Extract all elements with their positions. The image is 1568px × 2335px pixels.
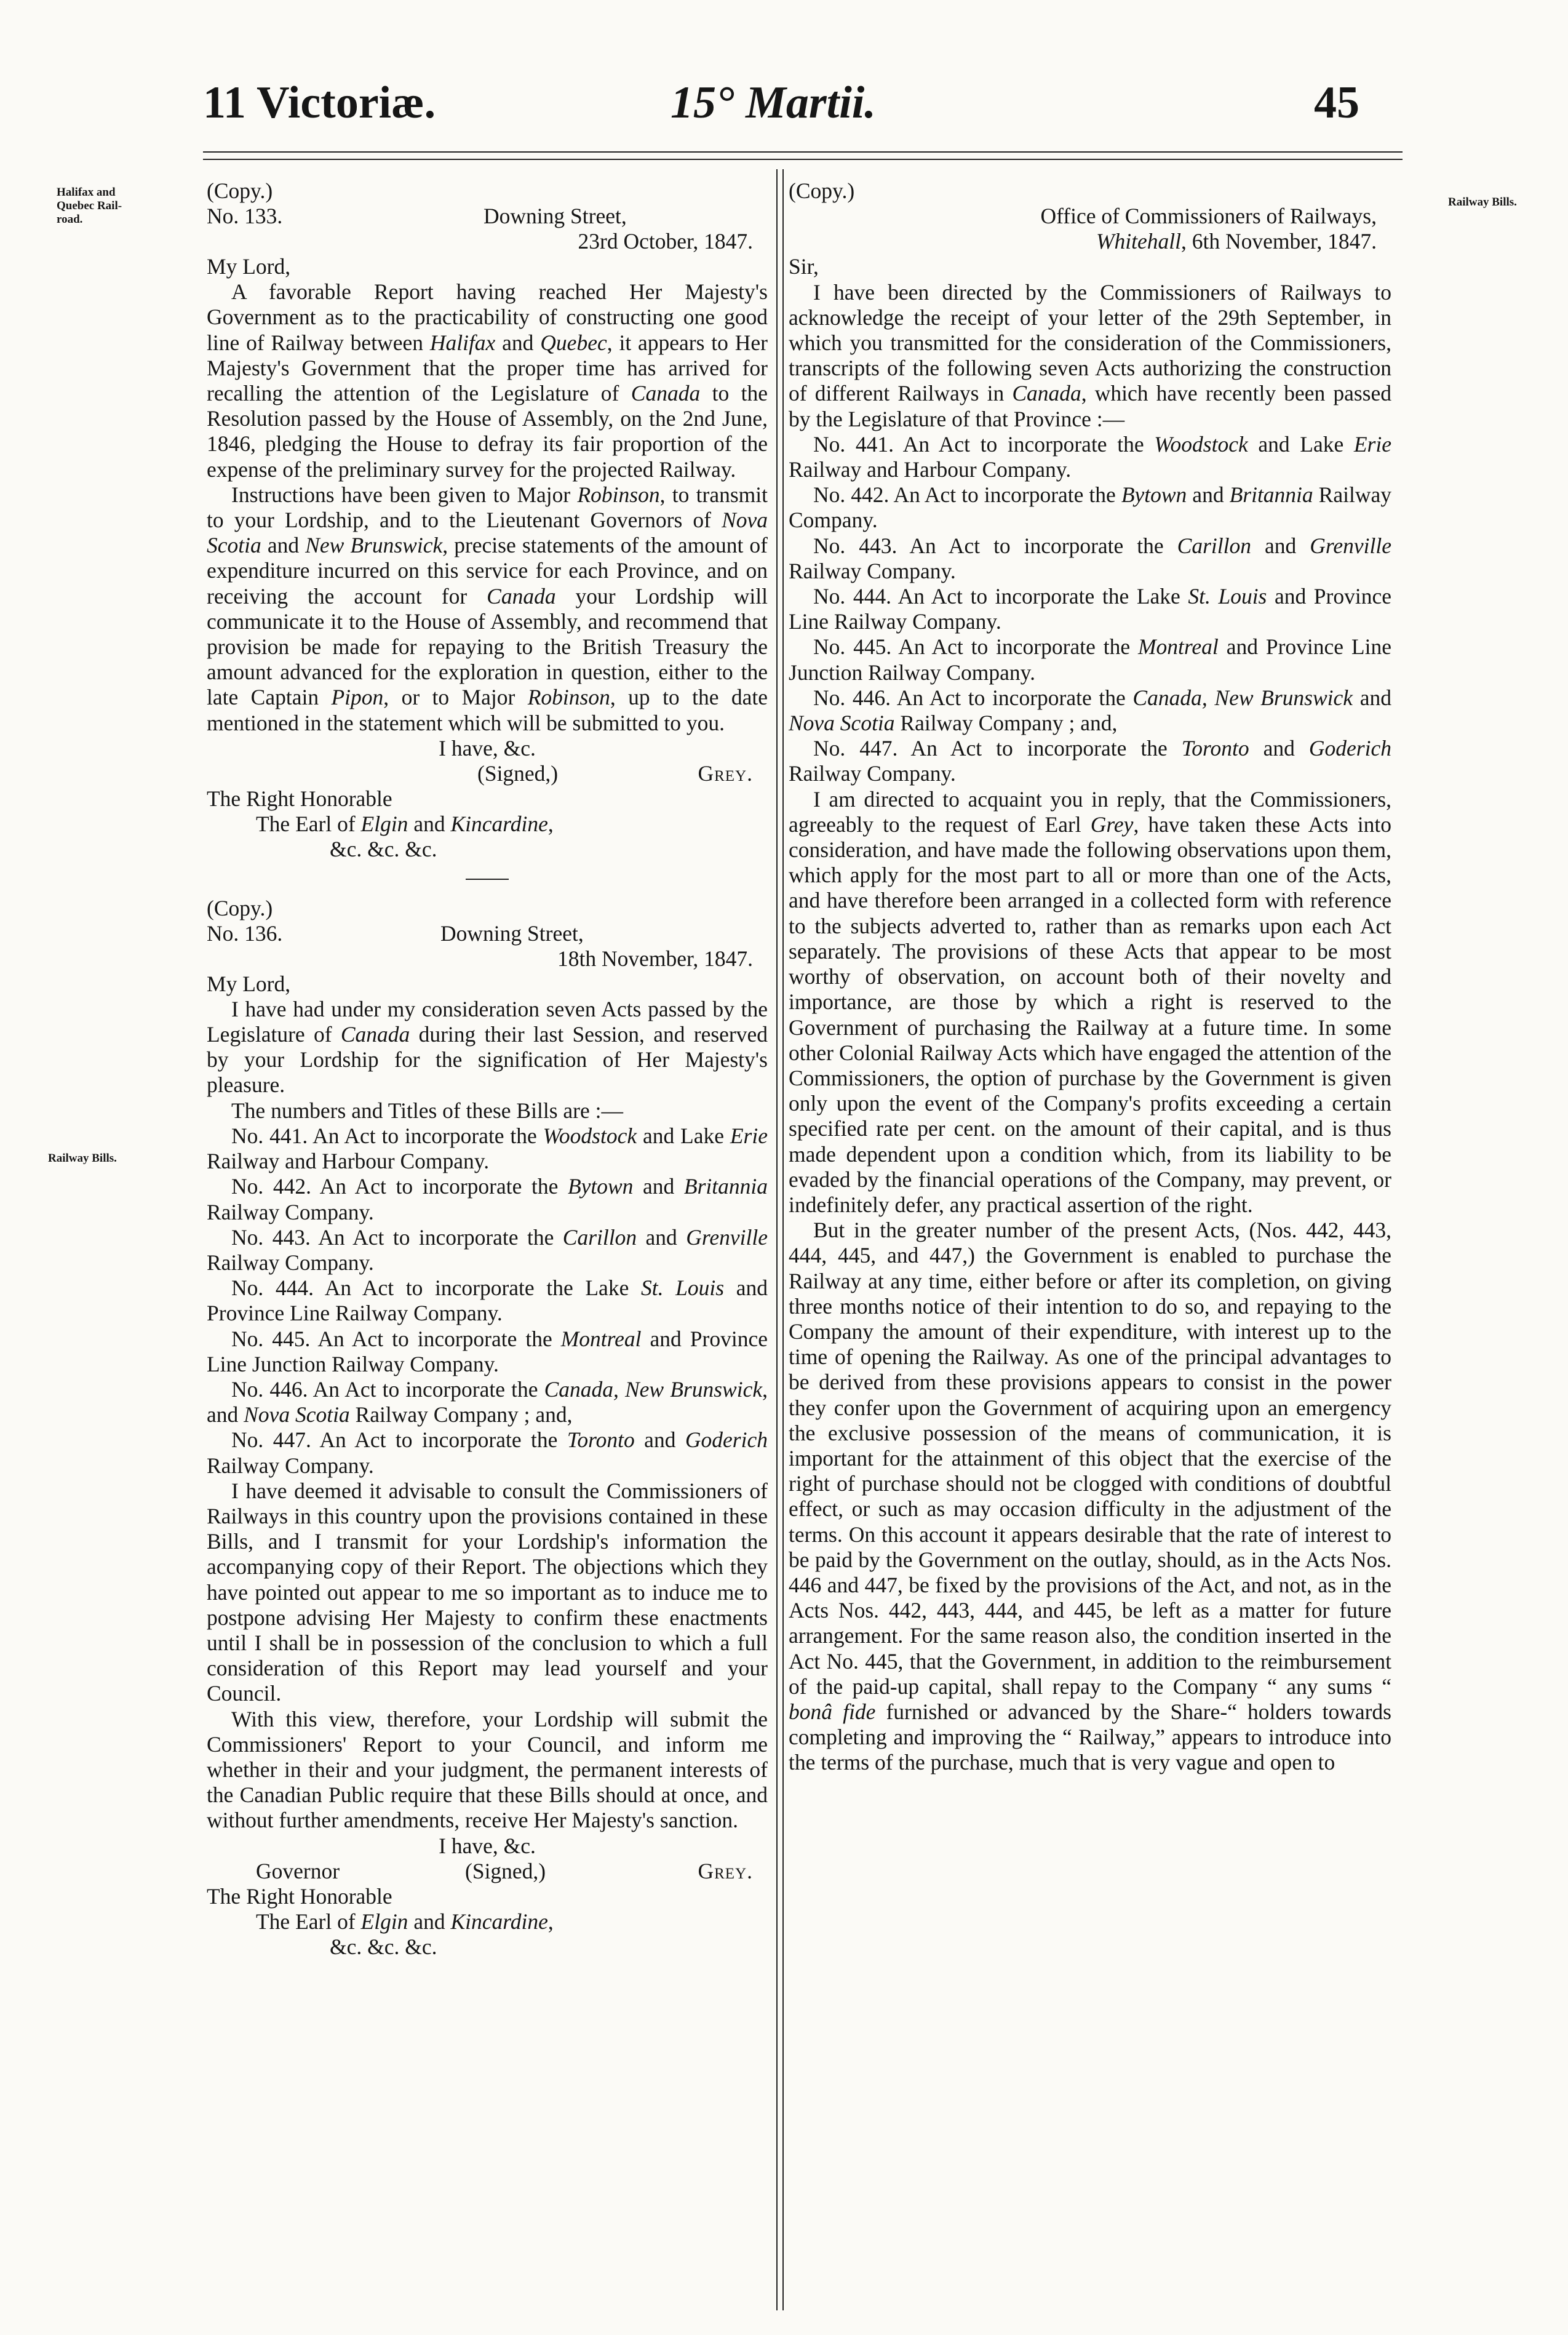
signature-row	[207, 1859, 768, 1884]
act-item	[207, 1174, 768, 1224]
right-column	[789, 178, 1391, 1776]
paragraph	[207, 482, 768, 736]
person-name: Robinson	[577, 482, 660, 507]
letter-header-row	[207, 946, 768, 972]
letter-136	[207, 896, 768, 1960]
act-item	[207, 1225, 768, 1275]
signer-name: Grey.	[698, 1858, 753, 1883]
paragraph: With this view, therefore, your Lordship will submit the Commissioners' Report to your Council, and inform me whether in their and your judgment, the permanent interests of the Canadian Public require that these Bills should at once, and without further amendments, receive Her Majesty's sanction.	[207, 1706, 768, 1833]
signer-name: Grey.	[698, 761, 753, 786]
text: and Lake	[637, 1123, 730, 1148]
place-name: Nova Scotia	[244, 1402, 350, 1427]
place-name: Canada	[340, 1022, 410, 1047]
text: No. 444. An Act to incorporate the Lake	[231, 1275, 641, 1301]
text: Railway Company ; and,	[349, 1402, 573, 1427]
text: furnished or advanced by the Share-“ holders towards completing and improving the “ Railway,” appears to introduce into the terms of the purchase, much that is very vague and open to	[789, 1699, 1392, 1775]
salutation: Sir,	[789, 254, 819, 279]
letter-number: No. 136.	[207, 920, 283, 946]
place-name: Nova Scotia	[207, 508, 768, 558]
paragraph	[207, 279, 768, 482]
addressee-line: The Right Honorable	[207, 786, 392, 812]
text: and Province Line Junction Railway Company.	[207, 1326, 768, 1376]
salutation: My Lord,	[207, 971, 291, 996]
place-name: Toronto	[1181, 736, 1249, 761]
text: your Lordship will communicate it to the House of Assembly, and recommend that provision be made for repaying to the British Treasury the amount advanced for the exploration in question, either to the late Captain	[207, 583, 768, 710]
act-item	[789, 432, 1391, 482]
header-date: 15° Martii.	[671, 78, 876, 128]
text: No. 443. An Act to incorporate the	[231, 1224, 563, 1250]
addressee-line	[207, 1909, 768, 1934]
text: , have taken these Acts into consideration, and have made the following observations upon them, which apply for the most part to all or more than one of the Acts, and have therefore been arranged in a collected form with reference to the subjects adverted to, rather than as remarks upon each Act separately. The provisions of these Acts that appear to be most worthy of observation, on account both of their novelty and importance, are those by which a right is reserved to the Government of purchasing the Railway at a future time. In some other Colonial Railway Acts which have engaged the attention of the Commissioners, the option of purchase by the Government is given only upon the event of the Company's profits exceeding a certain specified rate per cent. on the amount of their capital, and is thus made dependent upon a condition which, from its liability to be evaded by the financial operations of the Company, may prevent, or indefinitely defer, any practical assertion of the right.	[789, 812, 1392, 1217]
text: , precise statements of the amount of expenditure incurred on this service for each Province, and on receiving the account for	[207, 533, 768, 609]
salutation: My Lord,	[207, 254, 291, 279]
margin-note-line: Quebec Rail-	[57, 199, 122, 212]
place-name: New Brunswick	[305, 533, 443, 558]
text: Instructions have been given to Major	[231, 482, 578, 507]
letter-header-row	[207, 178, 768, 204]
text: I have been directed by the Commissioners of Railways to acknowledge the receipt of your letter of the 29th September, in which you transmitted for the consideration of the Commissioners, transcripts of the following seven Acts authorizing the construction of different Railways in	[789, 279, 1391, 406]
text: No. 445. An Act to incorporate the	[813, 634, 1138, 660]
text: and Province Line Railway Company.	[207, 1275, 768, 1326]
text: Railway Company.	[207, 1199, 374, 1224]
place-name: Britannia	[683, 1174, 768, 1199]
text: The Earl of	[256, 812, 361, 837]
text: No. 446. An Act to incorporate the	[813, 685, 1133, 710]
text: , up to the date mentioned in the statement which will be submitted to you.	[207, 685, 768, 735]
text: and Province Line Railway Company.	[789, 584, 1391, 634]
letter-place: Downing Street,	[440, 920, 584, 946]
place-name: Goderich	[1308, 736, 1391, 761]
header-rule-top	[203, 151, 1403, 153]
text: I have had under my consideration seven Acts passed by the Legislature of	[207, 996, 768, 1047]
text: No. 447. An Act to incorporate the	[813, 736, 1182, 761]
text: , it appears to Her Majesty's Government that the proper time has arrived for recalling the attention of the Legislature of	[207, 330, 768, 406]
paragraph	[789, 1218, 1391, 1775]
place-name: Nova Scotia	[789, 711, 895, 736]
text: and	[633, 1174, 684, 1199]
person-name: Robinson	[527, 685, 610, 710]
margin-note-line: Halifax and	[57, 186, 116, 199]
header-regnal-year: 11 Victoriæ.	[203, 78, 436, 128]
person-name: Kincardine	[450, 1909, 548, 1934]
act-item	[789, 482, 1391, 533]
act-item	[207, 1275, 768, 1326]
text: But in the greater number of the present Acts, (Nos. 442, 443, 444, 445, and 447,) the Government is enabled to purchase the Railway at any time, either before or after its completion, on giving three months notice of their intention to do so, and repaying to the Company the amount of their expenditure, with interest up to the time of opening the Railway. As one of the principal advantages to be derived from these provisions appears to consist in the power they confer upon the Government of acquiring upon an emergency the exclusive possession of the means of communication, it is important for the attainment of this object that the exercise of the right of purchase should not be clogged with conditions of doubtful effect, or such as may occasion difficulty in the adjustment of the terms. On this account it appears desirable that the rate of interest to be paid by the Government on the outlay, should, as in the Acts Nos. 446 and 447, be fixed by the provisions of the Act, and not, as in the Acts Nos. 442, 443, 444, and 445, be left as a matter for future arrangement. For the same reason also, the condition inserted in the Act No. 445, that the Government, in addition to the reimbursement of the paid-up capital, shall repay to the Company “ any sums “	[789, 1218, 1391, 1699]
copy-label: (Copy.)	[207, 178, 273, 203]
place-name: Carillon	[1177, 533, 1251, 558]
page-number: 45	[1314, 78, 1359, 128]
text: Railway and Harbour Company.	[207, 1149, 490, 1174]
text: and	[1353, 685, 1391, 710]
text: and	[637, 1224, 686, 1250]
latin-phrase: bonâ fide	[789, 1699, 876, 1724]
act-item	[789, 533, 1391, 584]
text: and Province Line Junction Railway Company.	[789, 634, 1391, 685]
text: Railway Company.	[789, 558, 956, 583]
governor-label: Governor	[256, 1858, 340, 1883]
place-name: Britannia	[1229, 482, 1313, 508]
place-name: Grenville	[686, 1224, 768, 1250]
text: No. 445. An Act to incorporate the	[231, 1326, 561, 1351]
closing: I have, &c.	[439, 1833, 536, 1858]
text: and	[408, 1909, 451, 1934]
margin-note-railway-bills-left: Railway Bills.	[48, 1152, 117, 1165]
place-name: Montreal	[560, 1326, 642, 1351]
text: Railway Company.	[789, 482, 1391, 533]
paragraph	[789, 280, 1391, 432]
text: to the Resolution passed by the House of Assembly, on the 2nd June, 1846, pledging the House to defray its fair proportion of the expense of the preliminary survey for the projected Railway.	[207, 381, 768, 482]
person-name: Elgin	[360, 1909, 408, 1934]
text: and	[1187, 482, 1230, 508]
office-line: Office of Commissioners of Railways,	[1040, 204, 1377, 228]
place-name: St. Louis	[640, 1275, 725, 1301]
act-item	[789, 634, 1391, 685]
addressee-line: The Right Honorable	[207, 1883, 392, 1909]
running-header	[0, 0, 1568, 142]
paragraph: The numbers and Titles of these Bills are :—	[231, 1098, 623, 1123]
text: Railway Company.	[207, 1453, 374, 1478]
text: , 6th November, 1847.	[1180, 229, 1377, 254]
letter-header-row	[207, 921, 768, 946]
place-name: Woodstock	[543, 1123, 637, 1148]
addressee-line: &c. &c. &c.	[330, 837, 437, 862]
column-divider	[776, 169, 784, 2310]
act-item	[207, 1124, 768, 1174]
text: No. 441. An Act to incorporate the	[231, 1123, 543, 1148]
signed-label: (Signed,)	[465, 1858, 546, 1883]
place-name: Bytown	[1121, 482, 1187, 508]
margin-note-railway-bills-right: Railway Bills.	[1448, 196, 1517, 209]
place-name: Montreal	[1137, 634, 1219, 660]
paragraph: I have deemed it advisable to consult the Commissioners of Railways in this country upon the provisions contained in these Bills, and I transmit for your Lordship's information the accompanying copy of their Report. The objections which they have pointed out appear to me so important as to induce me to postpone advising Her Majesty to confirm these enactments until I shall be in possession of the conclusion to which a full consideration of this Report may lead yourself and your Council.	[207, 1478, 768, 1706]
letter-header-row	[789, 178, 1391, 204]
text: ,	[547, 1909, 554, 1934]
text: , and	[207, 1376, 768, 1427]
text: Railway Company ; and,	[894, 711, 1118, 736]
text: and	[408, 812, 451, 837]
text: I am directed to acquaint you in reply, that the Commissioners, agreeably to the request of Earl	[789, 786, 1391, 837]
place-name: Carillon	[562, 1224, 637, 1250]
place-name: Canada	[1012, 381, 1081, 406]
letter-place: Downing Street,	[484, 204, 627, 228]
text: and Lake	[1248, 431, 1354, 457]
header-rule-bottom	[203, 159, 1403, 160]
place-name: Canada	[487, 583, 556, 609]
text: and	[1249, 736, 1309, 761]
person-name: Kincardine	[450, 812, 548, 837]
addressee-line	[207, 812, 768, 837]
place-name: Erie	[730, 1123, 768, 1148]
place-name: Halifax	[429, 330, 496, 355]
letter-date: 18th November, 1847.	[557, 946, 753, 971]
person-name: Pipon	[331, 685, 384, 710]
text: Railway and Harbour Company.	[789, 457, 1072, 482]
text: Railway Company.	[789, 761, 956, 786]
letter-header-row	[207, 204, 768, 229]
place-name: Toronto	[567, 1427, 635, 1453]
place-name: Woodstock	[1154, 431, 1248, 457]
place-name: Canada	[631, 381, 701, 406]
text: , or to Major	[383, 685, 528, 710]
margin-note-line: road.	[57, 213, 83, 226]
text: , which have recently been passed by the Legislature of that Province :—	[789, 381, 1391, 431]
text: No. 444. An Act to incorporate the Lake	[813, 584, 1188, 609]
place-name: Erie	[1353, 431, 1391, 457]
letter-header-row	[207, 896, 768, 921]
addressee-line: &c. &c. &c.	[330, 1934, 437, 1960]
text: and	[634, 1427, 685, 1453]
copy-label: (Copy.)	[207, 895, 273, 920]
place-name: Quebec	[540, 330, 607, 355]
text: No. 446. An Act to incorporate the	[231, 1376, 544, 1402]
text: No. 442. An Act to incorporate the	[813, 482, 1121, 508]
place-name: Grenville	[1310, 533, 1391, 558]
act-item	[789, 584, 1391, 634]
paragraph	[207, 997, 768, 1098]
text: A favorable Report having reached Her Majesty's Government as to the practicability of constructing one good line of Railway between	[207, 279, 768, 355]
text: and	[495, 330, 541, 355]
place-name: Goderich	[685, 1427, 768, 1453]
margin-note-halifax-quebec	[57, 186, 122, 226]
paragraph	[789, 787, 1391, 1218]
letter-header-row	[207, 229, 768, 254]
place-name: Whitehall	[1096, 229, 1181, 254]
text: ,	[547, 812, 554, 837]
text: No. 441. An Act to incorporate the	[813, 431, 1155, 457]
letter-133	[207, 178, 768, 863]
act-item	[207, 1377, 768, 1427]
letter-number: No. 133.	[207, 204, 283, 228]
place-name: Canada, New Brunswick	[544, 1376, 763, 1402]
person-name: Elgin	[360, 812, 408, 837]
text: , to transmit to your Lordship, and to the Lieutenant Governors of	[207, 482, 768, 533]
text: No. 447. An Act to incorporate the	[231, 1427, 567, 1453]
signature-row	[207, 761, 768, 786]
person-name: Grey	[1090, 812, 1134, 837]
text: The Earl of	[256, 1909, 361, 1934]
letter-date: 23rd October, 1847.	[578, 229, 753, 253]
place-date-line	[789, 229, 1391, 254]
act-item	[789, 685, 1391, 736]
place-name: St. Louis	[1188, 584, 1267, 609]
text: Railway Company.	[207, 1250, 374, 1275]
text: No. 443. An Act to incorporate the	[813, 533, 1177, 558]
letter-separator	[466, 879, 509, 880]
act-item	[207, 1427, 768, 1478]
copy-label: (Copy.)	[789, 178, 855, 203]
text: and	[261, 533, 306, 558]
signed-label: (Signed,)	[477, 761, 559, 786]
left-column	[207, 178, 768, 1960]
text: and	[1251, 533, 1310, 558]
text: No. 442. An Act to incorporate the	[231, 1174, 568, 1199]
act-item	[207, 1327, 768, 1377]
place-name: Bytown	[567, 1174, 634, 1199]
place-name: Canada, New Brunswick	[1132, 685, 1353, 710]
act-item	[789, 736, 1391, 786]
closing: I have, &c.	[439, 735, 536, 760]
text: during their last Session, and reserved by your Lordship for the signification of Her Majesty's pleasure.	[207, 1022, 768, 1098]
